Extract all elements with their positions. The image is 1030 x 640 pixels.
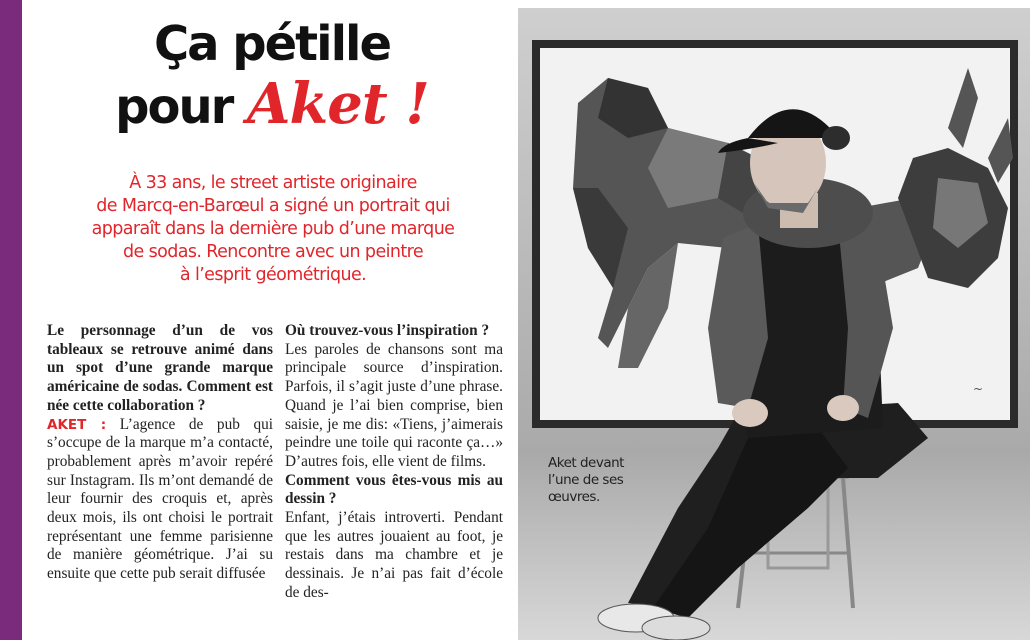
answer-text: L’agence de pub qui s’occupe de la marque m’a contacté, probablement après m’avoir repéré sur Instagram. Ils m’ont demandé de leur fournir des croquis et, après deux mois, ils ont choisi le portrait représentant une femme parisienne de manière géométrique. J’ai su ensuite que cette pub serait diffusée <box>47 415 273 583</box>
artist-photo <box>518 8 1030 640</box>
svg-text:~: ~ <box>973 382 984 396</box>
interview-answer: Enfant, j’étais introverti. Pendant que les autres jouaient au foot, je restais dans ma chambre et je dessinais. Je n’ai pas fait d’école de des- <box>285 509 503 601</box>
interview-question: Le personnage d’un de vos tableaux se retrouve animé dans un spot d’une grande marque américaine de sodas. Comment est née cette collaboration ? <box>47 322 273 414</box>
standfirst-line: apparaît dans la dernière pub d’une marque <box>91 219 455 239</box>
standfirst-line: de sodas. Rencontre avec un peintre <box>122 242 424 262</box>
speaker-label: AKET : <box>47 416 107 433</box>
standfirst-line: à l’esprit géométrique. <box>179 265 367 285</box>
caption-line: Aket devant <box>548 455 624 471</box>
standfirst-line: À 33 ans, le street artiste originaire <box>129 173 417 193</box>
article-column-2 <box>285 322 503 640</box>
headline <box>26 14 518 137</box>
article-column-1 <box>47 322 273 640</box>
headline-prefix: pour <box>115 79 248 135</box>
caption-line: œuvres. <box>548 489 600 505</box>
interview-answer: Les paroles de chansons sont ma principale source d’inspiration. Parfois, il s’agit juste d’une phrase. Quand je l’ai bien comprise, bien saisie, je me dis: «Tiens, j’aimerais peindre une toile qui raconte ça…» D’autres fois, elle vient de films. <box>285 340 503 470</box>
photo-caption <box>548 455 648 506</box>
headline-line-1: Ça pétille <box>153 16 391 72</box>
standfirst-line: de Marcq-en-Barœul a signé un portrait qui <box>96 196 450 216</box>
interview-question: Où trouvez-vous l’inspiration ? <box>285 322 490 339</box>
magazine-color-stripe <box>0 0 22 640</box>
standfirst <box>36 172 510 287</box>
artist-photo-illustration <box>518 8 1030 640</box>
interview-question: Comment vous êtes-vous mis au dessin ? <box>285 471 503 508</box>
headline-line-2 <box>26 71 518 137</box>
caption-line: l’une de ses <box>548 472 624 488</box>
headline-accent: Aket ! <box>247 71 429 137</box>
interview-answer <box>47 416 273 584</box>
